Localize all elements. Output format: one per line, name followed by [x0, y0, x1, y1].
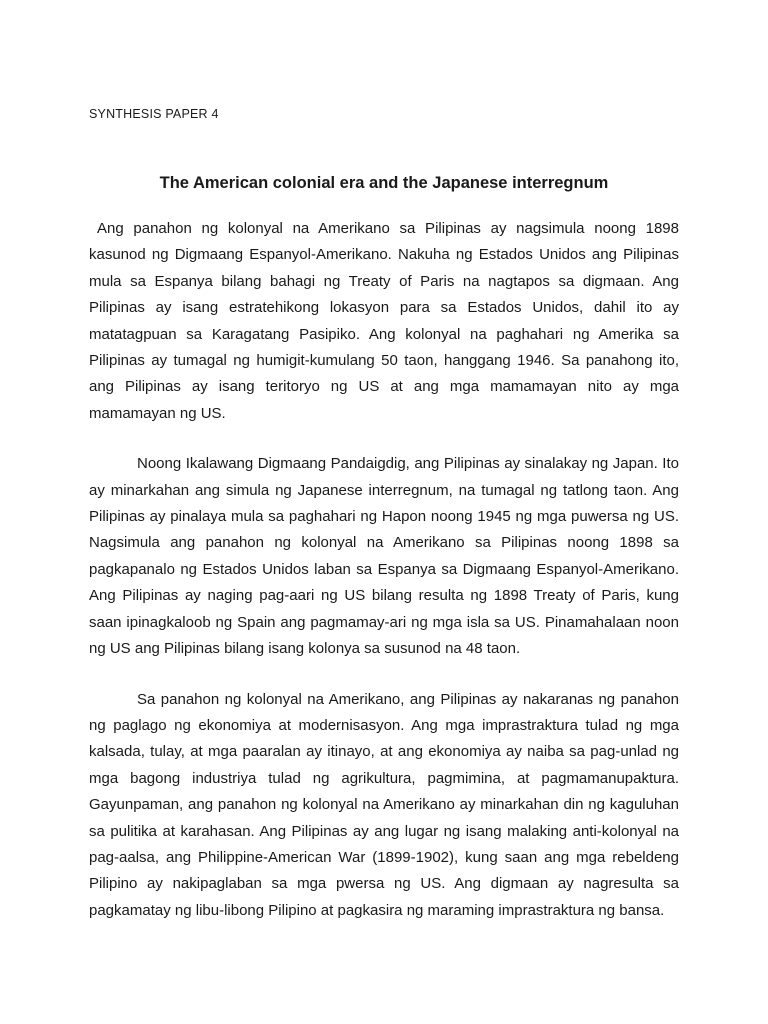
document-title: The American colonial era and the Japanese interregnum [159, 174, 609, 192]
paragraph-3: Sa panahon ng kolonyal na Amerikano, ang Pilipinas ay nakaranas ng panahon ng paglago ng ekonomiya at modernisasyon. Ang mga imprastraktura tulad ng mga kalsada, tulay, at mga paaralan ay itinayo, at ang ekonomiya ay naiba sa pag-unlad ng mga bagong industriya tulad ng agrikultura, pagmimina, at pagmamanupaktura. Gayunpaman, ang panahon ng kolonyal na Amerikano ay minarkahan din ng kaguluhan sa pulitika at karahasan. Ang Pilipinas ay ang lugar ng isang malaking anti-kolonyal na pag-aalsa, ang Philippine-American War (1899-1902), kung saan ang mga rebeldeng Pilipino ay nakipaglaban sa mga pwersa ng US. Ang digmaan ay nagresulta sa pagkamatay ng libu-libong Pilipino at pagkasira ng maraming imprastraktura ng bansa. [89, 690, 679, 919]
paragraph-1: Ang panahon ng kolonyal na Amerikano sa Pilipinas ay nagsimula noong 1898 kasunod ng Digmaang Espanyol-Amerikano. Nakuha ng Estados Unidos ang Pilipinas mula sa Espanya bilang bahagi ng Treaty of Paris na nagtapos sa digmaan. Ang Pilipinas ay isang estratehikong lokasyon para sa Estados Unidos, dahil ito ay matatagpuan sa Karagatang Pasipiko. Ang kolonyal na paghahari ng Amerika sa Pilipinas ay tumagal ng humigit-kumulang 50 taon, hanggang 1946. Sa panahong ito, ang Pilipinas ay isang teritoryo ng US at ang mga mamamayan nito ay mga mamamayan ng US. [89, 220, 679, 422]
paragraph-2: Noong Ikalawang Digmaang Pandaigdig, ang Pilipinas ay sinalakay ng Japan. Ito ay minarkahan ang simula ng Japanese interregnum, na tumagal ng tatlong taon. Ang Pilipinas ay pinalaya mula sa paghahari ng Hapon noong 1945 ng mga puwersa ng US. Nagsimula ang panahon ng kolonyal na Amerikano sa Pilipinas noong 1898 sa pagkapanalo ng Estados Unidos laban sa Espanya sa Digmaang Espanyol-Amerikano. Ang Pilipinas ay naging pag-aari ng US bilang resulta ng 1898 Treaty of Paris, kung saan ipinagkaloob ng Spain ang pagmamay-ari ng mga isla sa US. Pinamahalaan noon ng US ang Pilipinas bilang isang kolonya sa susunod na 48 taon. [89, 455, 679, 658]
document-body [89, 216, 679, 948]
paper-label: SYNTHESIS PAPER 4 [89, 107, 219, 121]
